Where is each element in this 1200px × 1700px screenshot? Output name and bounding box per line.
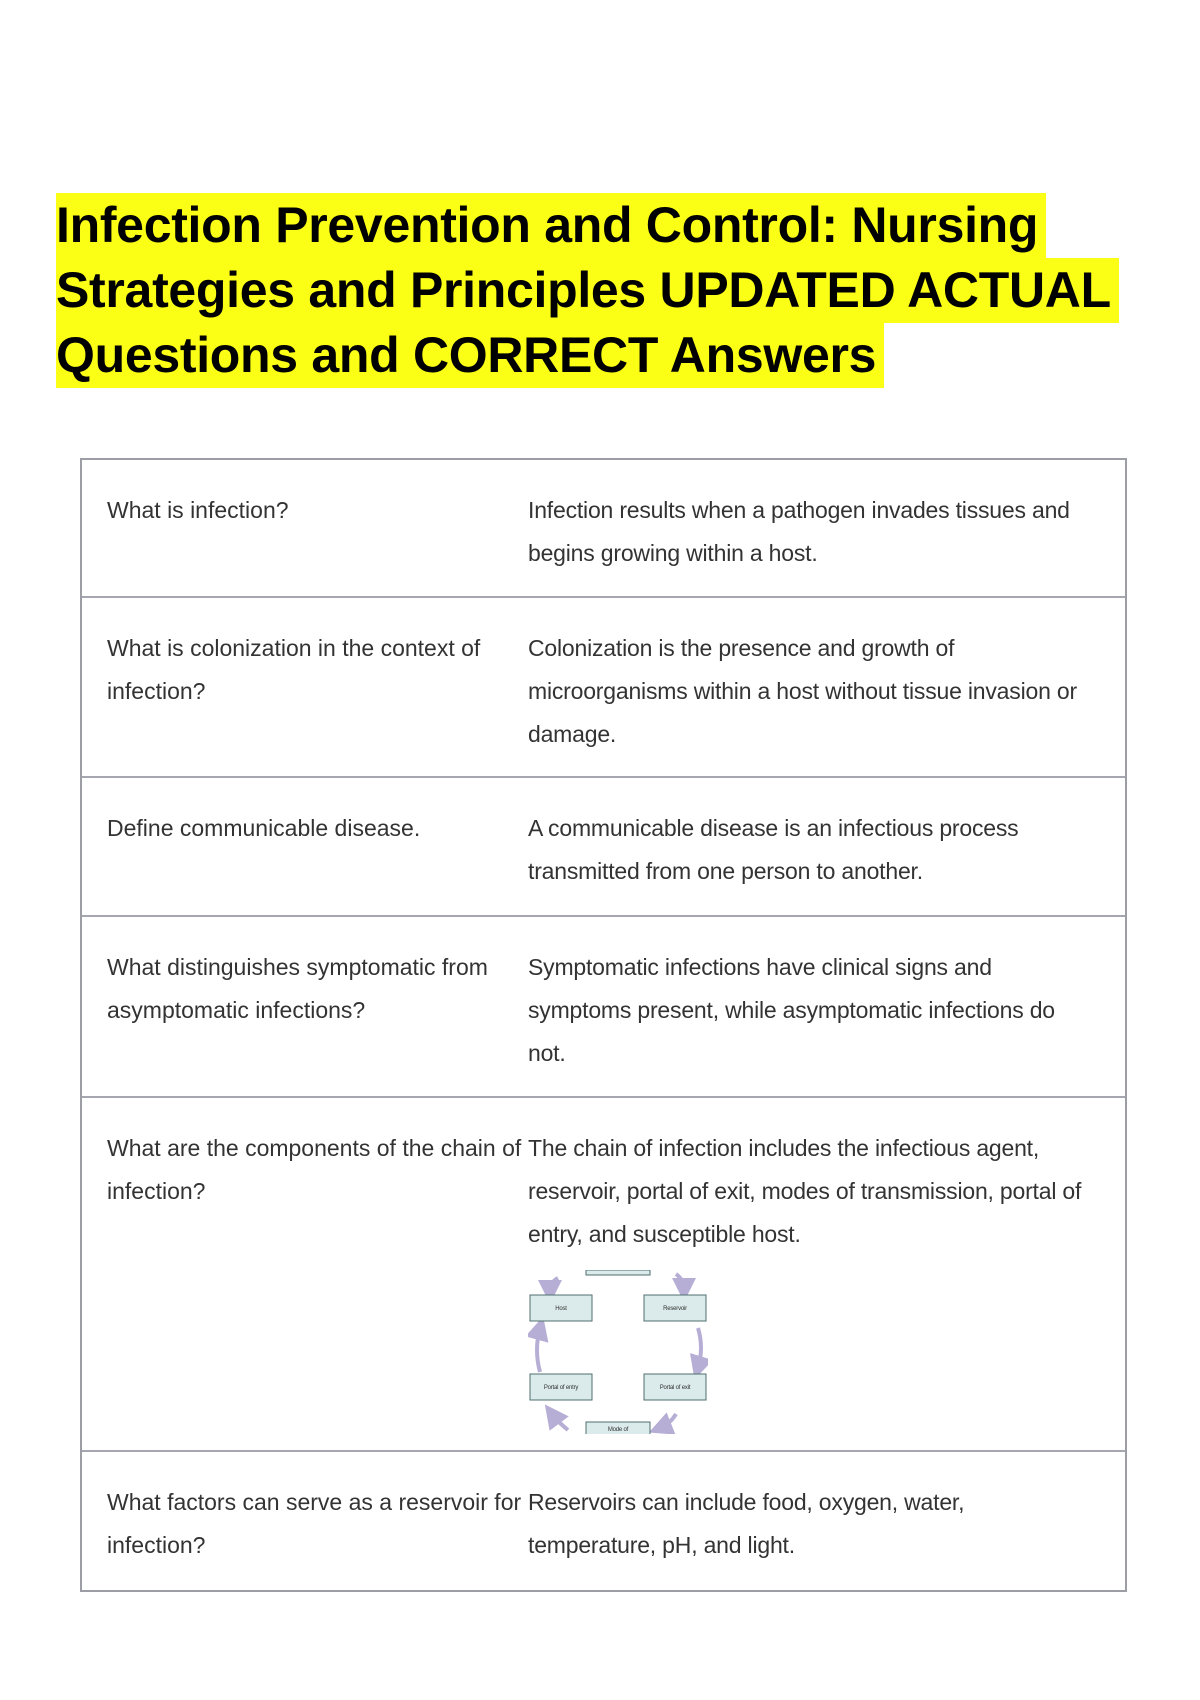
cycle-arrow [552, 1414, 568, 1430]
qa-row [82, 598, 1125, 778]
title-line: Questions and CORRECT Answers [56, 323, 884, 388]
cycle-arrow [698, 1328, 701, 1368]
question-text: What distinguishes symptomatic from asymptomatic infections? [107, 954, 488, 1023]
answer-text: A communicable disease is an infectious process transmitted from one person to another. [528, 815, 1019, 884]
diagram-label: Reservoir [663, 1306, 687, 1312]
diagram-box [586, 1270, 650, 1275]
answer-text: The chain of infection includes the infectious agent, reservoir, portal of exit, modes of transmission, portal of entry, and susceptible host. [528, 1135, 1082, 1247]
question-text: What is infection? [107, 497, 289, 523]
question-text: What factors can serve as a reservoir for infection? [107, 1489, 522, 1558]
qa-row [82, 917, 1125, 1098]
diagram-label: Mode of [607, 1427, 629, 1433]
title-line: Infection Prevention and Control: Nursing [56, 193, 1046, 258]
document-title [56, 193, 1119, 388]
title-line: Strategies and Principles UPDATED ACTUAL [56, 258, 1119, 323]
qa-row [82, 1452, 1125, 1590]
answer-text: Infection results when a pathogen invades tissues and begins growing within a host. [528, 497, 1070, 566]
cycle-arrow [660, 1414, 676, 1428]
question-text: What are the components of the chain of infection? [107, 1135, 522, 1204]
question-text: What is colonization in the context of infection? [107, 635, 481, 704]
question-text: Define communicable disease. [107, 815, 421, 841]
answer-cell [528, 1098, 1125, 1450]
cycle-arrow [550, 1278, 558, 1292]
qa-row [82, 460, 1125, 598]
qa-row [82, 1098, 1125, 1452]
cycle-arrow [676, 1274, 684, 1290]
cycle-arrow [537, 1328, 540, 1372]
diagram-label: Portal of entry [543, 1385, 579, 1391]
answer-text: Reservoirs can include food, oxygen, water, temperature, pH, and light. [528, 1489, 965, 1558]
qa-row [82, 778, 1125, 917]
qa-table [80, 458, 1127, 1592]
diagram-label: Portal of exit [659, 1385, 691, 1391]
chain-of-infection-diagram [528, 1270, 708, 1434]
diagram-label: Host [555, 1306, 567, 1312]
answer-text: Symptomatic infections have clinical signs and symptoms present, while asymptomatic infections do not. [528, 954, 1055, 1066]
answer-text: Colonization is the presence and growth of microorganisms within a host without tissue invasion or damage. [528, 635, 1077, 747]
